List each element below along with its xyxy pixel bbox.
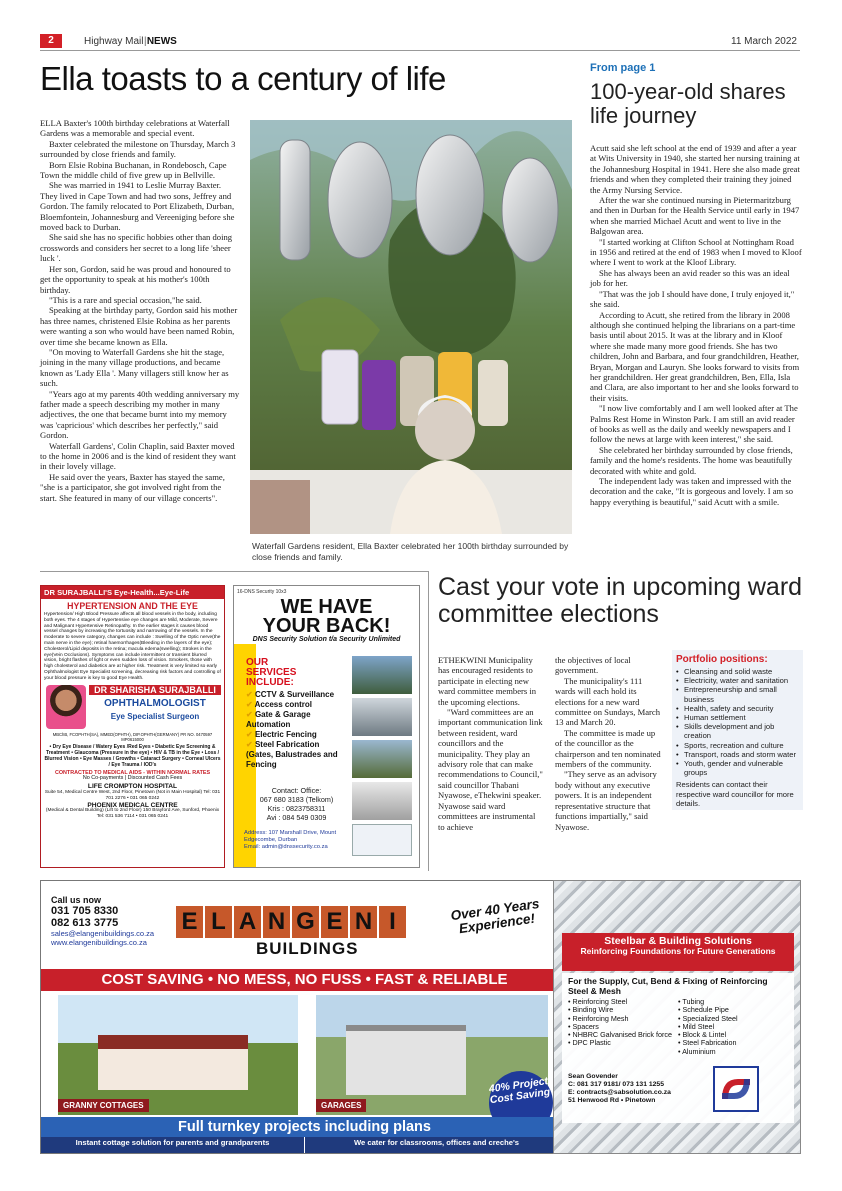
services-title: INCLUDE: (246, 677, 294, 688)
ward-paragraph: the objectives of local government. (555, 655, 631, 676)
services-title: OUR (246, 657, 269, 668)
main-paragraph: Baxter celebrated the milestone on Thursday, March 3 surrounded by close friends and family. (40, 138, 236, 160)
dns-headline-1: WE HAVE (280, 596, 373, 618)
dns-services (246, 658, 346, 770)
portfolio-item: • Cleansing and solid waste (676, 667, 799, 676)
side-paragraph: She celebrated her birthday surrounded by close friends, family and the home's residents. The home was beautifully decorated with white and gold. (590, 444, 793, 476)
steelbar-lists: • Reinforcing Steel • Binding Wire • Reinforcing Mesh • Spacers • NHBRC Galvanised Brick force • DPC Plastic • Tubing • Schedule Pipe • Specialized Steel • Mild Steel • Block & Lintel • Steel Fabrication • Aluminium (568, 997, 738, 1056)
ward-story-col2 (555, 655, 662, 832)
ad-tag: 16-DNS Security 10x3 (237, 589, 287, 595)
main-story-body (40, 118, 240, 503)
doctor-subtitle: Eye Specialist Surgeon (110, 711, 200, 721)
check-icon: ✔ (246, 690, 253, 699)
side-paragraph: "That was the job I should have done, I truly enjoyed it," she said. (590, 288, 795, 310)
check-icon: ✔ (246, 710, 253, 719)
portfolio-item: • Health, safety and security (676, 704, 799, 713)
side-headline: 100-year-old shares life journey (590, 79, 786, 128)
check-icon: ✔ (246, 700, 253, 709)
paper-name: Highway Mail (84, 36, 144, 47)
saving-badge: 40% Project Cost Saving (485, 1067, 557, 1139)
clinic-name: PHOENIX MEDICAL CENTRE (87, 801, 178, 809)
dns-headline-2: YOUR BACK! (262, 615, 391, 637)
hospital-address: Suite 54, Medical Centre West, 2nd Floor, Pinetown (Not in Main Hospital) Tel: 031 701 2276 • 031 065 0242 (44, 789, 221, 801)
side-paragraph: She has always been an avid reader so this was an ideal job for her. (590, 267, 790, 289)
side-paragraph: Acutt said she left school at the end of 1939 and after a year at Wits University in 1940, she started her nursing training at the Johannesburg Hospital in 1941. Here she also made great friends and when they completed their training they joined the Army Nursing Service. (590, 143, 800, 195)
elangeni-banner: COST SAVING • NO MESS, NO FUSS • FAST & RELIABLE (41, 969, 567, 991)
fabrication-photo (352, 782, 412, 820)
experience-badge: Over 40 Years Experience! (449, 895, 541, 937)
main-paragraph: She said she has no specific hobbies other than doing crosswords and considers her secret to a long life 'sheer luck '. (40, 232, 233, 264)
check-icon: ✔ (246, 730, 253, 739)
main-paragraph: Speaking at the birthday party, Gordon said his mother has three names, christened Elsie Robina as her parents were wanting a son who would have been named Robin, over time she became known as Ella. (40, 305, 238, 347)
services-title: SERVICES (246, 667, 297, 678)
side-story-body (590, 143, 802, 507)
section-divider (40, 571, 428, 572)
eye-ad-body: Hypertension/ High Blood Pressure affects all blood vessels in the body, including both eyes. The 4 stages of Hypertensive eye changes are Mild, Moderate, Severe and Malignant Hypertensive Retinopathy. In the earlier stages it causes blood vessel changes by increasing the tortuosity and narrowing of the vessels. In the moderate to severe category, changes can include : Swelling of the Optic nerve(the main nerve in the eye); retinal haemorrhages(Bleeding in the layers of the eye); Cholesterol/Lipid deposits in the retina; macula edema(swelling); Strokes in the eye(Vein Occlusions). Symptoms can include intermittent or transient blurred vision, bright flashes of light or even sudden loss of vision. Smokers, those with high cholesterol and diabetics are at higher risk. Treatment is very limited so early Ophthalmologist Eye Specialist screening, decreasing risk factors and controlling of your blood pressure is key to good Eye Health. (44, 612, 221, 681)
eye-services: • Dry Eye Disease / Watery Eyes /Red Eyes • Diabetic Eye Screening & Treatment • Glaucoma (Pressure in the eye) • HIV & TB in the Eye • Loss / Blurred Vision • Eye Masses / Growths • Cataract Surgery • Corneal Ulcers / Eye Trauma / IOD's (44, 744, 221, 768)
main-paragraph: Waterfall Gardens', Colin Chaplin, said Baxter moved to the home in 2006 and is the kind of resident they want in their lovely village. (40, 440, 236, 472)
elangeni-logo-sub: BUILDINGS (256, 939, 359, 958)
side-paragraph: According to Acutt, she retired from the library in 2008 although she continued helping the librarians on a part-time basis until about 2015. It was at the library and in Kloof where she made many more good friends. She has two children, John and Barbara, and four grandchildren, Heather, Bryan, Morgan and Lauryn. She looks forward to visits from her grandchildren. Her great grandchildren, Ben, Ella, Isla and Clara, are also important to her and she looks forward to their visits. (590, 309, 800, 403)
elangeni-contact: Call us now 031 705 8330 082 613 3775 sales@elangenibuildings.co.za www.elangenibuildings.co.za (51, 895, 155, 947)
portfolio-item: • Skills development and job creation (676, 722, 799, 740)
main-paragraph: ELLA Baxter's 100th birthday celebrations at Waterfall Gardens was a memorable and special event. (40, 118, 230, 139)
dns-contact: Contact: Office: 067 680 3183 (Telkom) Kris : 0823758311 Avi : 084 549 0309 (259, 786, 334, 822)
steelbar-ad (553, 880, 801, 1154)
service-item: ✔ Gate & Garage Automation (246, 710, 311, 729)
doctor-block (44, 685, 221, 729)
birthday-photo-illustration (250, 120, 572, 534)
garage-illustration (346, 1025, 466, 1095)
main-paragraph: "Years ago at my parents 40th wedding anniversary my father made a speech describing my mother in many adjectives, the one that became burnt into my memory was 'capricious' which describes her perfectly," said Gordon. (40, 388, 240, 441)
ward-headline: Cast your vote in upcoming ward committee elections (438, 573, 803, 628)
company-logo (352, 824, 412, 856)
footer-cottage: Instant cottage solution for parents and grandparents (41, 1137, 304, 1154)
side-paragraph: After the war she continued nursing in Pietermaritzburg and then in Durban for the Health Service until early in 1947 when she married Michael Acutt and went to live in the Balgowan area. (590, 195, 800, 237)
portfolio-item: • Entrepreneurship and small business (676, 685, 799, 703)
steelbar-supply: For the Supply, Cut, Bend & Fixing of Reinforcing Steel & Mesh (568, 976, 768, 996)
portfolio-item: • Human settlement (676, 713, 799, 722)
eye-ad-header: DR SURAJBALLI'S Eye-Health...Eye-Life (41, 586, 224, 599)
ward-paragraph: "They serve as an advisory body without any executive powers. It is an independent representative structure that functions impartially," said Nyawose. (555, 769, 657, 832)
portfolio-title: Portfolio positions: (676, 654, 768, 665)
header-rule (40, 50, 800, 51)
garages-label: GARAGES (316, 1099, 366, 1112)
photo-caption: Waterfall Gardens resident, Ella Baxter celebrated her 100th birthday surrounded by close friends and family. (252, 541, 569, 562)
turnkey-banner: Full turnkey projects including plans (41, 1117, 567, 1137)
eye-ad-subheader: HYPERTENSION AND THE EYE (41, 599, 224, 612)
section-label: NEWS (146, 36, 177, 47)
column-divider (428, 571, 429, 871)
main-paragraph: He said over the years, Baxter has stayed the same, "she is a participator, she got involved right from the start. She featured in many of our village concerts". (40, 471, 225, 503)
doctor-avatar (46, 685, 86, 729)
main-paragraph: "On moving to Waterfall Gardens she hit the stage, joining in the many village productions, and became known as 'Lady Ella '. Many villagers still know her as such. (40, 346, 229, 389)
doctor-name: DR SHARISHA SURAJBALLI (89, 685, 221, 695)
service-item: ✔ Electric Fencing (246, 730, 317, 739)
issue-date: 11 March 2022 (731, 36, 797, 47)
section-name: |NEWS (144, 36, 177, 47)
steelbar-logo-icon (712, 1065, 760, 1113)
side-paragraph: "I now live comfortably and I am well looked after at The Palms Rest Home in Winston Park. I am still an avid reader of books as well as the daily and weekly newspapers and I follow the news at large with keen interest," she said. (590, 403, 798, 445)
portfolio-box (672, 650, 803, 810)
ward-paragraph: ETHEKWINI Municipality has encouraged residents to participate in electing new ward committee members in the upcoming elections. (438, 655, 537, 707)
page-number: 2 (40, 34, 62, 48)
clinic-address: (Medical & Dental Building) (Lift to 2nd Floor) 150 Brayford Ave, Sunford, Phoenix Tel: 031 536 7114 • 031 065 0241 (45, 808, 220, 820)
elangeni-logo: E L A N G E N I (176, 906, 406, 938)
ward-paragraph: The committee is made up of the councillor as the chairperson and ten nominated members of the community. (555, 727, 661, 770)
elangeni-buildings-ad (40, 880, 567, 1154)
portfolio-list (676, 667, 799, 777)
portfolio-item: • Electricity, water and sanitation (676, 676, 799, 685)
main-headline: Ella toasts to a century of life (40, 60, 446, 97)
granny-cottages-label: GRANNY COTTAGES (58, 1099, 149, 1112)
from-page-kicker: From page 1 (590, 62, 656, 74)
camera-photo (352, 656, 412, 694)
doctor-title: OPHTHALMOLOGIST (104, 697, 206, 709)
cottage-photo (58, 995, 298, 1115)
service-item: ✔ Steel Fabrication (Gates, Balustrades and Fencing (246, 740, 338, 769)
ward-story-col1 (438, 655, 544, 832)
service-item: ✔ Access control (246, 700, 312, 709)
dns-company: DNS Security Solution t/a Security Unlimited (252, 636, 401, 643)
eye-specialist-ad (40, 585, 225, 868)
steelbar-title-box: Steelbar & Building Solutions Reinforcing Foundations for Future Generations (562, 933, 794, 971)
portfolio-item: • Youth, gender and vulnerable groups (676, 759, 799, 777)
steelbar-contact: Sean Govender C: 081 317 9181/ 073 131 1255 E: contracts@sabsolution.co.za 51 Henwood Rd • Pinetown (568, 1073, 671, 1104)
steelbar-panel (562, 973, 794, 1123)
ward-paragraph: "Ward committees are an important communication link between resident, ward councillors and the municipality. They play an advisory role that can make recommendations to Council," said councillor Thabani Nyawose, eThekwini speaker. Nyawose said ward committees are instrumental to achieve (438, 707, 543, 832)
main-paragraph: Her son, Gordon, said he was proud and honoured to get the opportunity to speak at his mother's 100th birthday. (40, 263, 231, 295)
side-paragraph: The independent lady was taken and impressed with the decoration and the cake, "It is gorgeous and lovely. I am so happy everything is beautiful," said Acutt with a smile. (590, 476, 794, 507)
portfolio-item: • Transport, roads and storm water (676, 750, 799, 759)
portfolio-footer: Residents can contact their respective ward councillor for more details. (676, 780, 794, 808)
ward-paragraph: The municipality's 111 wards will each hold its elections for a new ward committee on Sundays, March 13 and March 20. (555, 675, 661, 728)
portfolio-item: • Sports, recreation and culture (676, 741, 799, 750)
main-paragraph: Born Elsie Robina Buchanan, in Rondebosch, Cape Town the middle child of five grew up in Bellville. (40, 159, 227, 181)
copayment-note: No Co-payments | Discounted Cash Fees (82, 775, 183, 782)
hospital-name: LIFE CROMPTON HOSPITAL (87, 783, 178, 791)
main-paragraph: "This is a rare and special occasion,"he said. (49, 294, 202, 305)
service-item: ✔ CCTV & Surveillance (246, 690, 335, 699)
gate-photo (352, 740, 412, 778)
contracted-note: CONTRACTED TO MEDICAL AIDS - WITHIN NORMAL RATES (54, 770, 211, 777)
fence-photo (352, 698, 412, 736)
side-paragraph: "I started working at Clifton School at Nottingham Road in 1956 and retired at the end of 1983 when I moved to Kloof where I went to work at the Kloof Library. (590, 236, 802, 268)
doctor-qualifications: MBChB, FCOPHTH(SA), MMED(OPHTH), DIP.OPHTH(GERMANY) PR NO. 0470597 MP0615000 (52, 731, 213, 743)
dns-security-ad (233, 585, 420, 868)
cottage-illustration (98, 1035, 248, 1090)
footer-classrooms: We cater for classrooms, offices and creche's (305, 1137, 567, 1154)
main-paragraph: She was married in 1941 to Leslie Murray Baxter. They lived in Cape Town and had two sons, Jeffrey and Gordon. The family relocated to Port Elizabeth, Durban, Bloemfontein, Johannesburg and Vereeniging before she moved back to Durban. (40, 180, 235, 233)
birthday-photo (250, 120, 572, 534)
dns-address: Address: 107 Marshall Drive, Mount Edgecombe, Durban Email: admin@dnssecurity.co.za (244, 830, 337, 850)
check-icon: ✔ (246, 740, 253, 749)
